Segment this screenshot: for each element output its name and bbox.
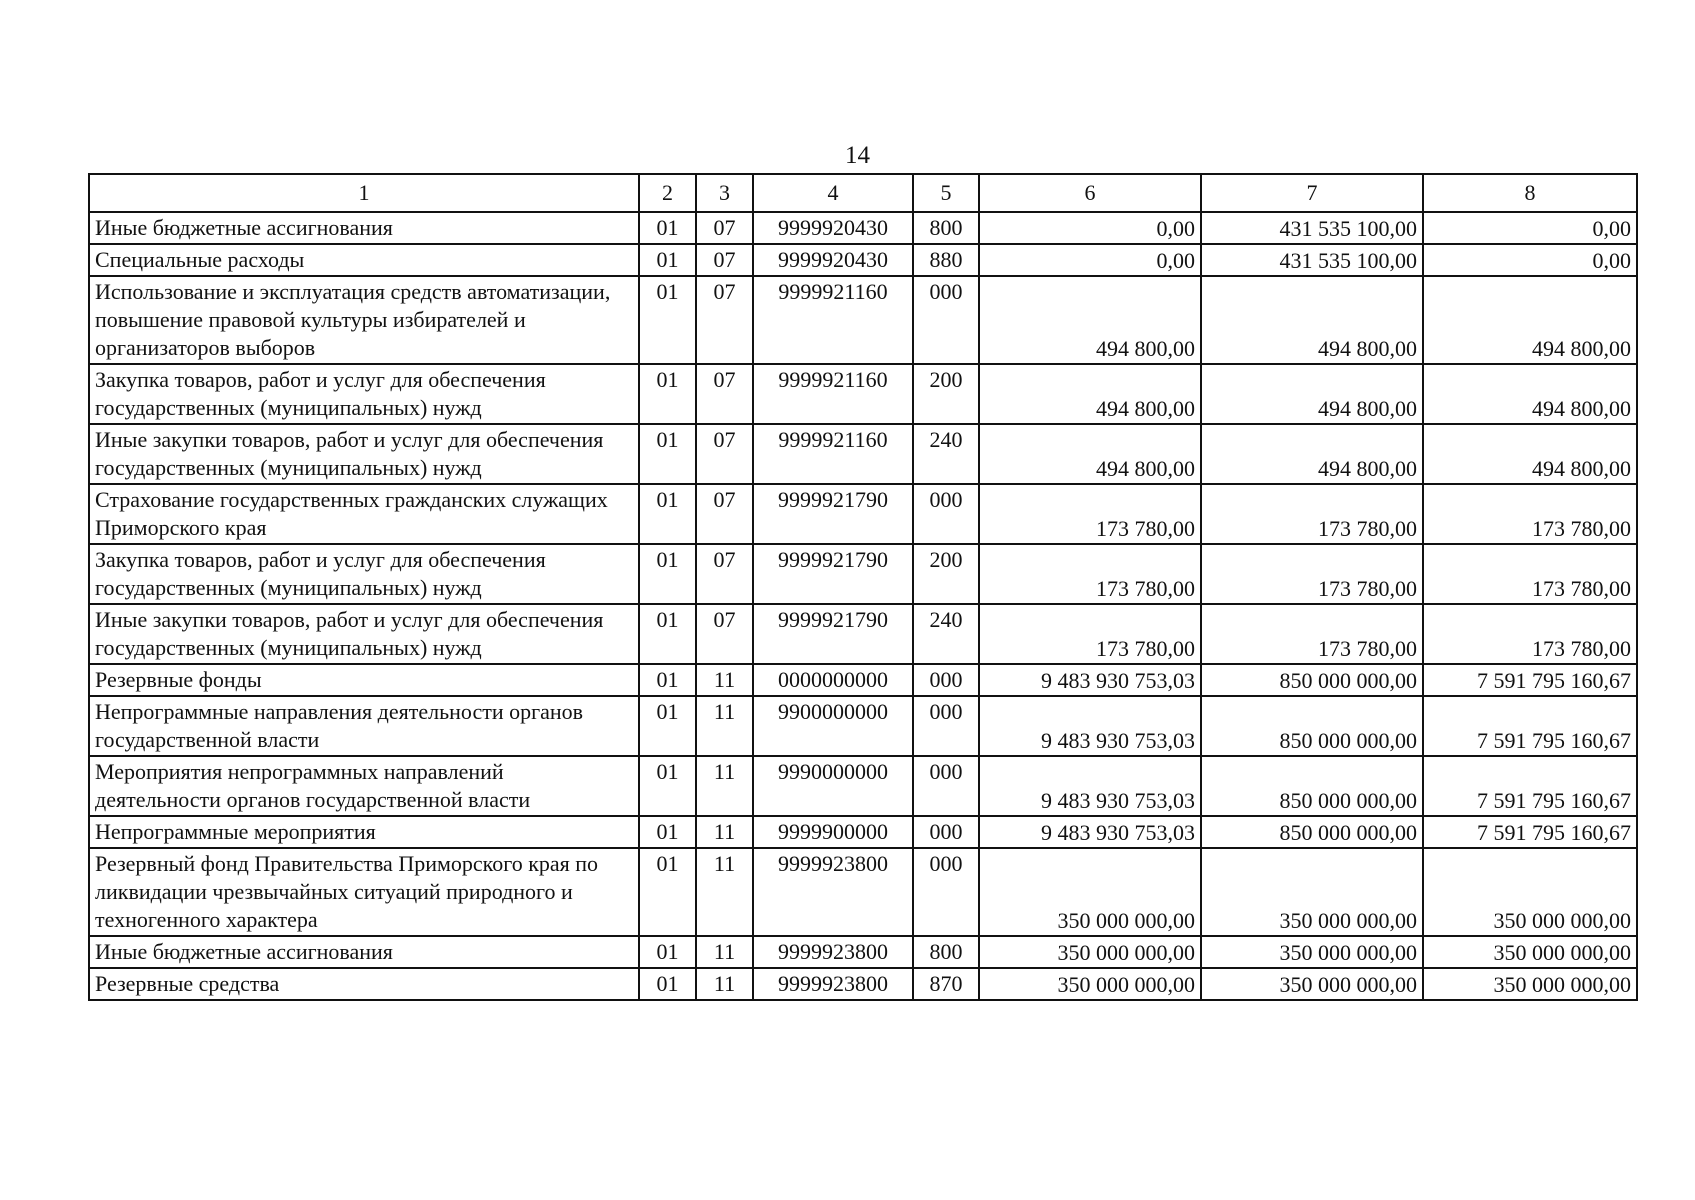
section-code-cell: 01 <box>639 696 696 756</box>
expense-type-cell: 800 <box>913 936 979 968</box>
table-body <box>89 212 1637 1000</box>
amount-cell: 173 780,00 <box>979 604 1201 664</box>
item-name-cell: Непрограммные мероприятия <box>89 816 639 848</box>
amount-cell: 350 000 000,00 <box>1201 968 1423 1000</box>
subsection-code-cell: 07 <box>696 276 753 364</box>
amount-cell: 9 483 930 753,03 <box>979 664 1201 696</box>
expense-type-cell: 880 <box>913 244 979 276</box>
amount-cell: 0,00 <box>1423 244 1637 276</box>
amount-cell: 850 000 000,00 <box>1201 696 1423 756</box>
target-article-cell: 9999900000 <box>753 816 913 848</box>
item-name-cell: Непрограммные направления деятельности органов государственной власти <box>89 696 639 756</box>
column-header: 6 <box>979 174 1201 212</box>
table-row <box>89 848 1637 936</box>
budget-table <box>88 173 1638 1001</box>
amount-cell: 173 780,00 <box>1423 604 1637 664</box>
amount-cell: 431 535 100,00 <box>1201 212 1423 244</box>
amount-cell: 173 780,00 <box>979 484 1201 544</box>
section-code-cell: 01 <box>639 276 696 364</box>
target-article-cell: 9999921160 <box>753 364 913 424</box>
expense-type-cell: 870 <box>913 968 979 1000</box>
expense-type-cell: 000 <box>913 276 979 364</box>
amount-cell: 173 780,00 <box>1423 484 1637 544</box>
column-header: 7 <box>1201 174 1423 212</box>
item-name-cell: Страхование государственных гражданских служащих Приморского края <box>89 484 639 544</box>
section-code-cell: 01 <box>639 848 696 936</box>
amount-cell: 350 000 000,00 <box>979 968 1201 1000</box>
target-article-cell: 9999921160 <box>753 424 913 484</box>
table-row <box>89 484 1637 544</box>
table-row <box>89 212 1637 244</box>
subsection-code-cell: 11 <box>696 936 753 968</box>
target-article-cell: 9900000000 <box>753 696 913 756</box>
amount-cell: 173 780,00 <box>1201 484 1423 544</box>
section-code-cell: 01 <box>639 484 696 544</box>
target-article-cell: 9999921790 <box>753 604 913 664</box>
table-row <box>89 756 1637 816</box>
target-article-cell: 9999920430 <box>753 212 913 244</box>
section-code-cell: 01 <box>639 544 696 604</box>
subsection-code-cell: 11 <box>696 696 753 756</box>
amount-cell: 173 780,00 <box>1201 544 1423 604</box>
expense-type-cell: 800 <box>913 212 979 244</box>
amount-cell: 350 000 000,00 <box>979 848 1201 936</box>
subsection-code-cell: 11 <box>696 664 753 696</box>
expense-type-cell: 000 <box>913 816 979 848</box>
amount-cell: 9 483 930 753,03 <box>979 756 1201 816</box>
item-name-cell: Иные закупки товаров, работ и услуг для обеспечения государственных (муниципальных) нужд <box>89 424 639 484</box>
item-name-cell: Резервные фонды <box>89 664 639 696</box>
expense-type-cell: 240 <box>913 424 979 484</box>
section-code-cell: 01 <box>639 816 696 848</box>
target-article-cell: 9999921160 <box>753 276 913 364</box>
amount-cell: 494 800,00 <box>1201 424 1423 484</box>
section-code-cell: 01 <box>639 936 696 968</box>
amount-cell: 494 800,00 <box>979 276 1201 364</box>
item-name-cell: Резервный фонд Правительства Приморского края по ликвидации чрезвычайных ситуаций природного и техногенного характера <box>89 848 639 936</box>
item-name-cell: Мероприятия непрограммных направлений деятельности органов государственной власти <box>89 756 639 816</box>
table-row <box>89 696 1637 756</box>
table-row <box>89 968 1637 1000</box>
table-row <box>89 664 1637 696</box>
subsection-code-cell: 07 <box>696 544 753 604</box>
amount-cell: 7 591 795 160,67 <box>1423 664 1637 696</box>
item-name-cell: Закупка товаров, работ и услуг для обеспечения государственных (муниципальных) нужд <box>89 544 639 604</box>
column-header: 1 <box>89 174 639 212</box>
amount-cell: 850 000 000,00 <box>1201 664 1423 696</box>
subsection-code-cell: 11 <box>696 816 753 848</box>
expense-type-cell: 000 <box>913 756 979 816</box>
section-code-cell: 01 <box>639 968 696 1000</box>
column-header: 4 <box>753 174 913 212</box>
subsection-code-cell: 07 <box>696 484 753 544</box>
target-article-cell: 9999920430 <box>753 244 913 276</box>
amount-cell: 173 780,00 <box>1423 544 1637 604</box>
subsection-code-cell: 07 <box>696 244 753 276</box>
amount-cell: 0,00 <box>979 212 1201 244</box>
section-code-cell: 01 <box>639 212 696 244</box>
expense-type-cell: 240 <box>913 604 979 664</box>
column-header: 5 <box>913 174 979 212</box>
amount-cell: 0,00 <box>979 244 1201 276</box>
table-row <box>89 424 1637 484</box>
amount-cell: 350 000 000,00 <box>1201 936 1423 968</box>
amount-cell: 350 000 000,00 <box>979 936 1201 968</box>
amount-cell: 173 780,00 <box>979 544 1201 604</box>
subsection-code-cell: 07 <box>696 364 753 424</box>
section-code-cell: 01 <box>639 244 696 276</box>
subsection-code-cell: 11 <box>696 968 753 1000</box>
item-name-cell: Иные закупки товаров, работ и услуг для обеспечения государственных (муниципальных) нужд <box>89 604 639 664</box>
table-row <box>89 244 1637 276</box>
expense-type-cell: 000 <box>913 696 979 756</box>
section-code-cell: 01 <box>639 756 696 816</box>
table-row <box>89 364 1637 424</box>
amount-cell: 494 800,00 <box>1423 424 1637 484</box>
amount-cell: 494 800,00 <box>979 364 1201 424</box>
item-name-cell: Закупка товаров, работ и услуг для обеспечения государственных (муниципальных) нужд <box>89 364 639 424</box>
section-code-cell: 01 <box>639 664 696 696</box>
amount-cell: 494 800,00 <box>979 424 1201 484</box>
amount-cell: 173 780,00 <box>1201 604 1423 664</box>
amount-cell: 494 800,00 <box>1423 276 1637 364</box>
amount-cell: 850 000 000,00 <box>1201 756 1423 816</box>
amount-cell: 0,00 <box>1423 212 1637 244</box>
item-name-cell: Специальные расходы <box>89 244 639 276</box>
item-name-cell: Иные бюджетные ассигнования <box>89 936 639 968</box>
section-code-cell: 01 <box>639 604 696 664</box>
amount-cell: 431 535 100,00 <box>1201 244 1423 276</box>
amount-cell: 7 591 795 160,67 <box>1423 816 1637 848</box>
amount-cell: 350 000 000,00 <box>1201 848 1423 936</box>
column-header: 2 <box>639 174 696 212</box>
amount-cell: 494 800,00 <box>1201 364 1423 424</box>
amount-cell: 7 591 795 160,67 <box>1423 756 1637 816</box>
expense-type-cell: 000 <box>913 664 979 696</box>
item-name-cell: Использование и эксплуатация средств автоматизации, повышение правовой культуры избирателей и организаторов выборов <box>89 276 639 364</box>
subsection-code-cell: 11 <box>696 756 753 816</box>
target-article-cell: 0000000000 <box>753 664 913 696</box>
table-header <box>89 174 1637 212</box>
table-row <box>89 816 1637 848</box>
target-article-cell: 9990000000 <box>753 756 913 816</box>
target-article-cell: 9999923800 <box>753 936 913 968</box>
item-name-cell: Иные бюджетные ассигнования <box>89 212 639 244</box>
amount-cell: 494 800,00 <box>1423 364 1637 424</box>
column-header: 3 <box>696 174 753 212</box>
target-article-cell: 9999921790 <box>753 544 913 604</box>
table-row <box>89 544 1637 604</box>
target-article-cell: 9999923800 <box>753 968 913 1000</box>
amount-cell: 494 800,00 <box>1201 276 1423 364</box>
subsection-code-cell: 07 <box>696 604 753 664</box>
amount-cell: 350 000 000,00 <box>1423 936 1637 968</box>
subsection-code-cell: 07 <box>696 424 753 484</box>
item-name-cell: Резервные средства <box>89 968 639 1000</box>
section-code-cell: 01 <box>639 424 696 484</box>
column-header: 8 <box>1423 174 1637 212</box>
table-row <box>89 604 1637 664</box>
expense-type-cell: 200 <box>913 544 979 604</box>
amount-cell: 9 483 930 753,03 <box>979 816 1201 848</box>
expense-type-cell: 000 <box>913 848 979 936</box>
table-row <box>89 276 1637 364</box>
subsection-code-cell: 07 <box>696 212 753 244</box>
header-row <box>89 174 1637 212</box>
page-number: 14 <box>845 142 870 169</box>
amount-cell: 9 483 930 753,03 <box>979 696 1201 756</box>
amount-cell: 7 591 795 160,67 <box>1423 696 1637 756</box>
target-article-cell: 9999921790 <box>753 484 913 544</box>
table-row <box>89 936 1637 968</box>
subsection-code-cell: 11 <box>696 848 753 936</box>
amount-cell: 350 000 000,00 <box>1423 968 1637 1000</box>
amount-cell: 350 000 000,00 <box>1423 848 1637 936</box>
expense-type-cell: 000 <box>913 484 979 544</box>
target-article-cell: 9999923800 <box>753 848 913 936</box>
section-code-cell: 01 <box>639 364 696 424</box>
amount-cell: 850 000 000,00 <box>1201 816 1423 848</box>
expense-type-cell: 200 <box>913 364 979 424</box>
